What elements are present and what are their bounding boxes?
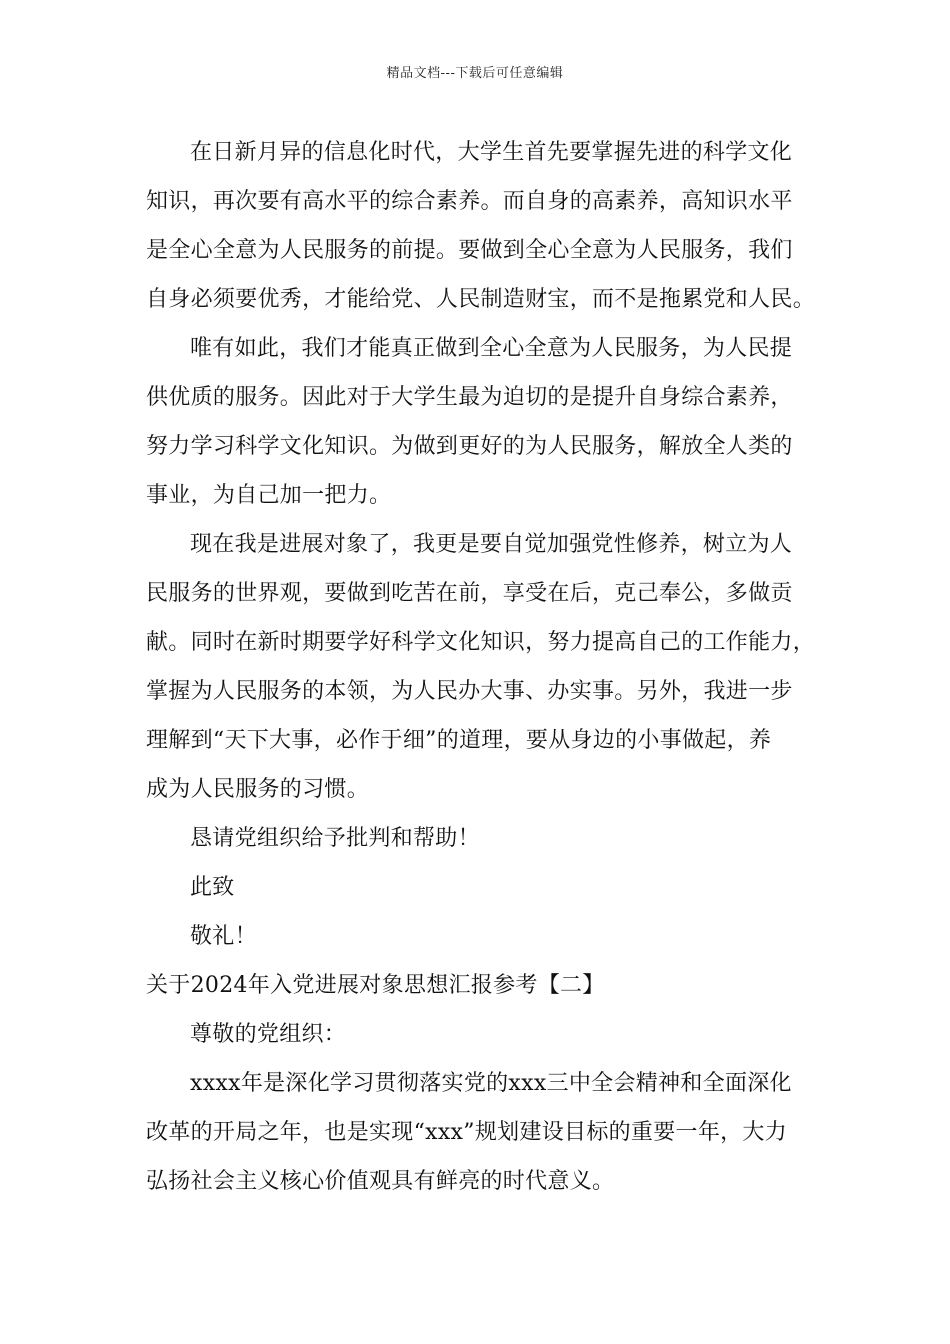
body-line: 理解到“天下大事，必作于细”的道理，要从身边的小事做起，养: [146, 728, 772, 753]
body-line: 在日新月异的信息化时代，大学生首先要掌握先进的科学文化: [190, 140, 793, 165]
closing-request: 恳请党组织给予批判和帮助！: [190, 826, 480, 851]
body-line: 现在我是进展对象了，我更是要自觉加强党性修养，树立为人: [190, 532, 793, 557]
body-line: 知识，再次要有高水平的综合素养。而自身的高素养，高知识水平: [146, 189, 793, 214]
body-line: 事业，为自己加一把力。: [146, 483, 392, 508]
greeting: 尊敬的党组织：: [190, 1022, 347, 1047]
body-line: 弘扬社会主义核心价值观具有鲜亮的时代意义。: [146, 1169, 615, 1194]
body-line: 民服务的世界观，要做到吃苦在前，享受在后，克己奉公，多做贡: [146, 581, 793, 606]
salutation-cizhi: 此致: [190, 875, 235, 900]
body-line: 自身必须要优秀，才能给党、人民制造财宝，而不是拖累党和人民。: [146, 287, 816, 312]
body-line: 努力学习科学文化知识。为做到更好的为人民服务，解放全人类的: [146, 434, 793, 459]
document-body: [146, 128, 816, 1206]
body-line: 改革的开局之年，也是实现“xxx”规划建设目标的重要一年，大力: [146, 1120, 788, 1145]
section-title: 关于2024年入党进展对象思想汇报参考【二】: [146, 973, 605, 998]
body-line: 掌握为人民服务的本领，为人民办大事、办实事。另外，我进一步: [146, 679, 793, 704]
body-line: xxxx年是深化学习贯彻落实党的xxx三中全会精神和全面深化: [190, 1071, 792, 1096]
body-line: 献。同时在新时期要学好科学文化知识，努力提高自己的工作能力，: [146, 630, 816, 655]
body-line: 唯有如此，我们才能真正做到全心全意为人民服务，为人民提: [190, 336, 793, 361]
salutation-jingli: 敬礼！: [190, 924, 257, 949]
body-line: 供优质的服务。因此对于大学生最为迫切的是提升自身综合素养，: [146, 385, 793, 410]
body-line: 成为人民服务的习惯。: [146, 777, 370, 802]
body-line: 是全心全意为人民服务的前提。要做到全心全意为人民服务，我们: [146, 238, 793, 263]
page-header: 精品文档---下载后可任意编辑: [386, 66, 564, 81]
